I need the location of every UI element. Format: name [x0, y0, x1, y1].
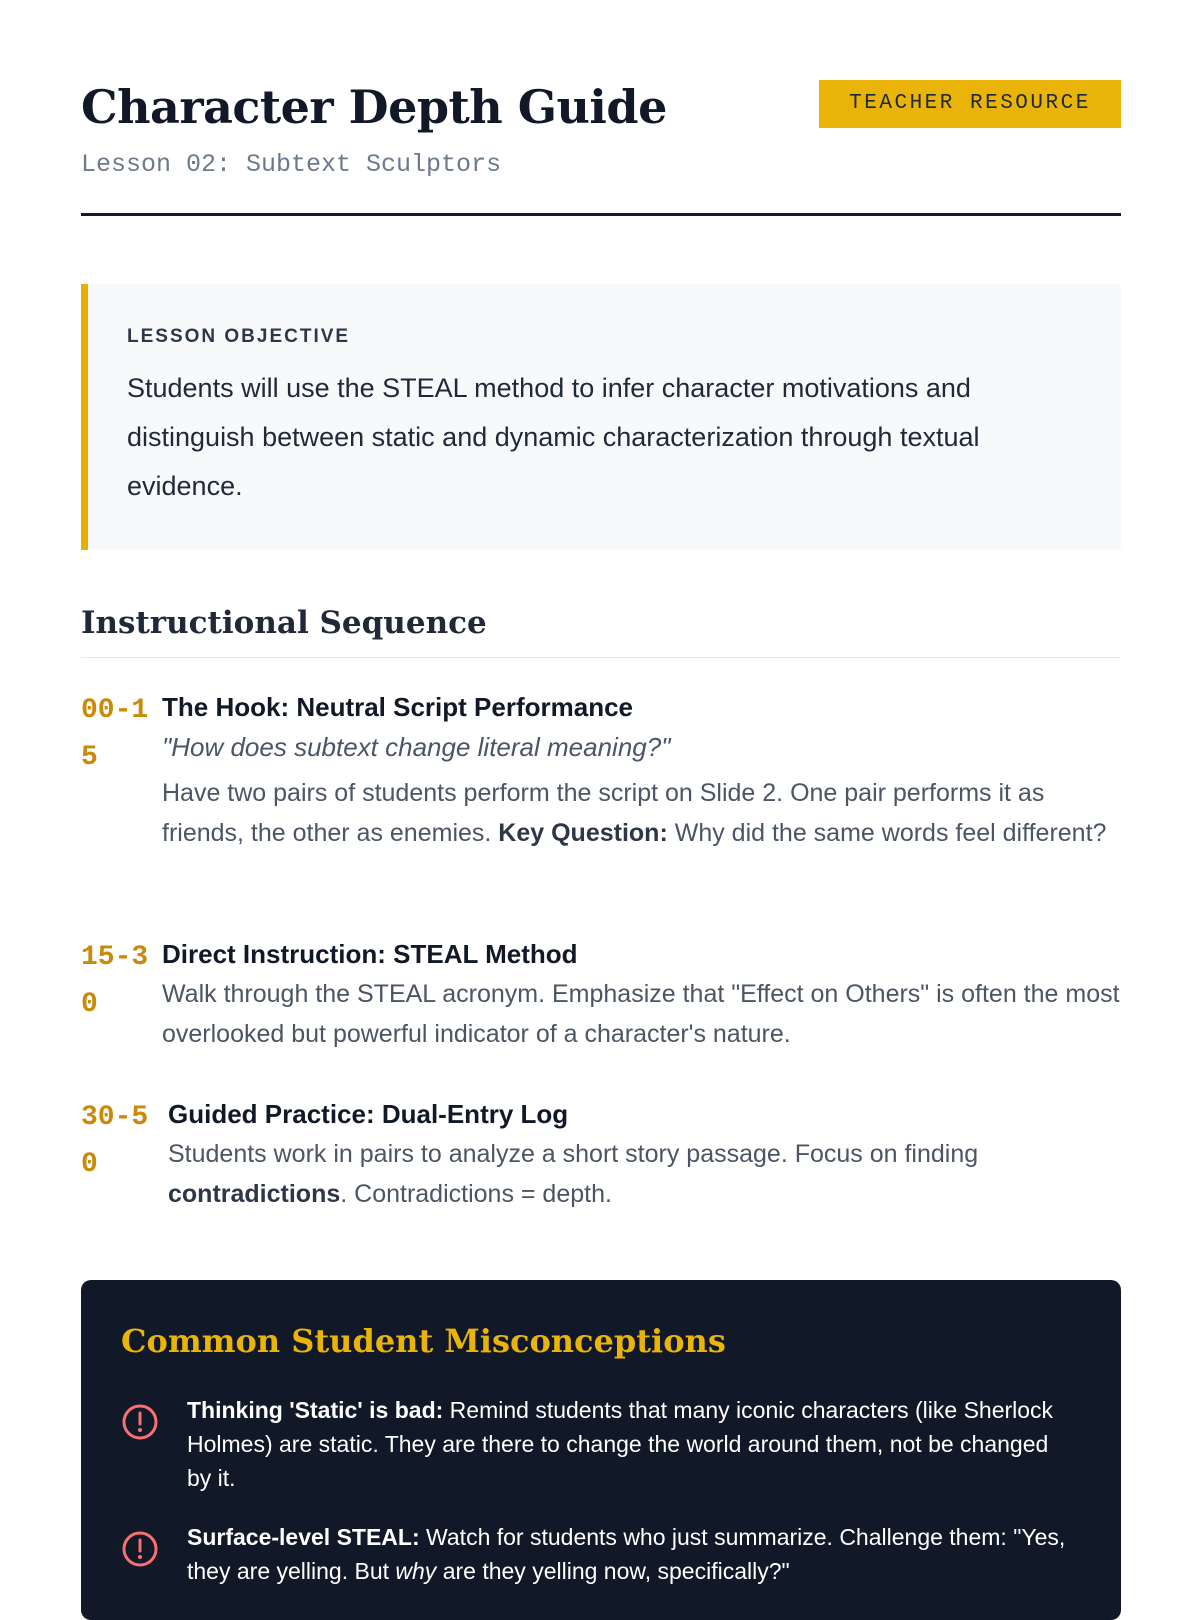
step-body	[162, 934, 1121, 1054]
step-body	[162, 687, 1121, 853]
step-time: 30-50	[81, 1102, 149, 1180]
step-description-text: . Contradictions = depth.	[340, 1180, 612, 1208]
misconception-heading: Surface-level STEAL:	[187, 1524, 420, 1550]
step-description	[162, 773, 1121, 853]
misconception-text	[187, 1393, 1071, 1495]
section-title-sequence: Instructional Sequence	[81, 605, 487, 641]
teacher-resource-badge: TEACHER RESOURCE	[819, 80, 1121, 128]
objective-text: Students will use the STEAL method to infer character motivations and distinguish between static and dynamic characterization through textual evidence.	[127, 373, 980, 501]
misconception-body: are they yelling now, specifically?"	[436, 1558, 790, 1584]
misconception-body: Remind students that many iconic characters (like Sherlock Holmes) are static. They are there to change the world around them, not be changed by it.	[187, 1397, 1054, 1491]
step-title: Guided Practice: Dual-Entry Log	[168, 1099, 569, 1129]
misconception-emphasis: why	[395, 1558, 437, 1584]
step-emphasis: contradictions	[168, 1180, 341, 1208]
page-header	[81, 0, 1121, 216]
lesson-subtitle: Lesson 02: Subtext Sculptors	[81, 150, 502, 179]
step-time: 15-30	[81, 942, 149, 1020]
lesson-page	[81, 0, 1121, 1584]
section-divider	[81, 657, 1121, 658]
lesson-objective-box	[81, 284, 1121, 550]
misconception-body: Watch for students who just summarize. Challenge them: "Yes, they are yelling. But	[187, 1524, 1066, 1584]
page-title: Character Depth Guide	[81, 80, 667, 134]
step-title: Direct Instruction: STEAL Method	[162, 939, 578, 969]
step-description-text: Students work in pairs to analyze a short story passage. Focus on finding	[168, 1140, 979, 1168]
step-time: 00-15	[81, 695, 149, 773]
step-description	[168, 1134, 1121, 1214]
step-body	[168, 1094, 1121, 1214]
header-divider	[81, 213, 1121, 216]
alert-circle-icon	[121, 1403, 159, 1441]
objective-label: LESSON OBJECTIVE	[127, 326, 351, 347]
step-guiding-question: "How does subtext change literal meaning?"	[162, 732, 671, 762]
misconceptions-title: Common Student Misconceptions	[121, 1322, 726, 1360]
misconceptions-panel	[81, 1280, 1121, 1620]
step-title: The Hook: Neutral Script Performance	[162, 692, 633, 722]
step-key-question-label: Key Question:	[498, 819, 668, 847]
alert-circle-icon	[121, 1530, 159, 1568]
step-description-text: Have two pairs of students perform the script on Slide 2. One pair performs it as friends, the other as enemies.	[162, 779, 1045, 847]
misconception-heading: Thinking 'Static' is bad:	[187, 1397, 444, 1423]
step-description: Walk through the STEAL acronym. Emphasize that "Effect on Others" is often the most overlooked but powerful indicator of a character's nature.	[162, 980, 1120, 1048]
step-description-text: Why did the same words feel different?	[667, 819, 1107, 847]
misconception-text	[187, 1520, 1071, 1588]
